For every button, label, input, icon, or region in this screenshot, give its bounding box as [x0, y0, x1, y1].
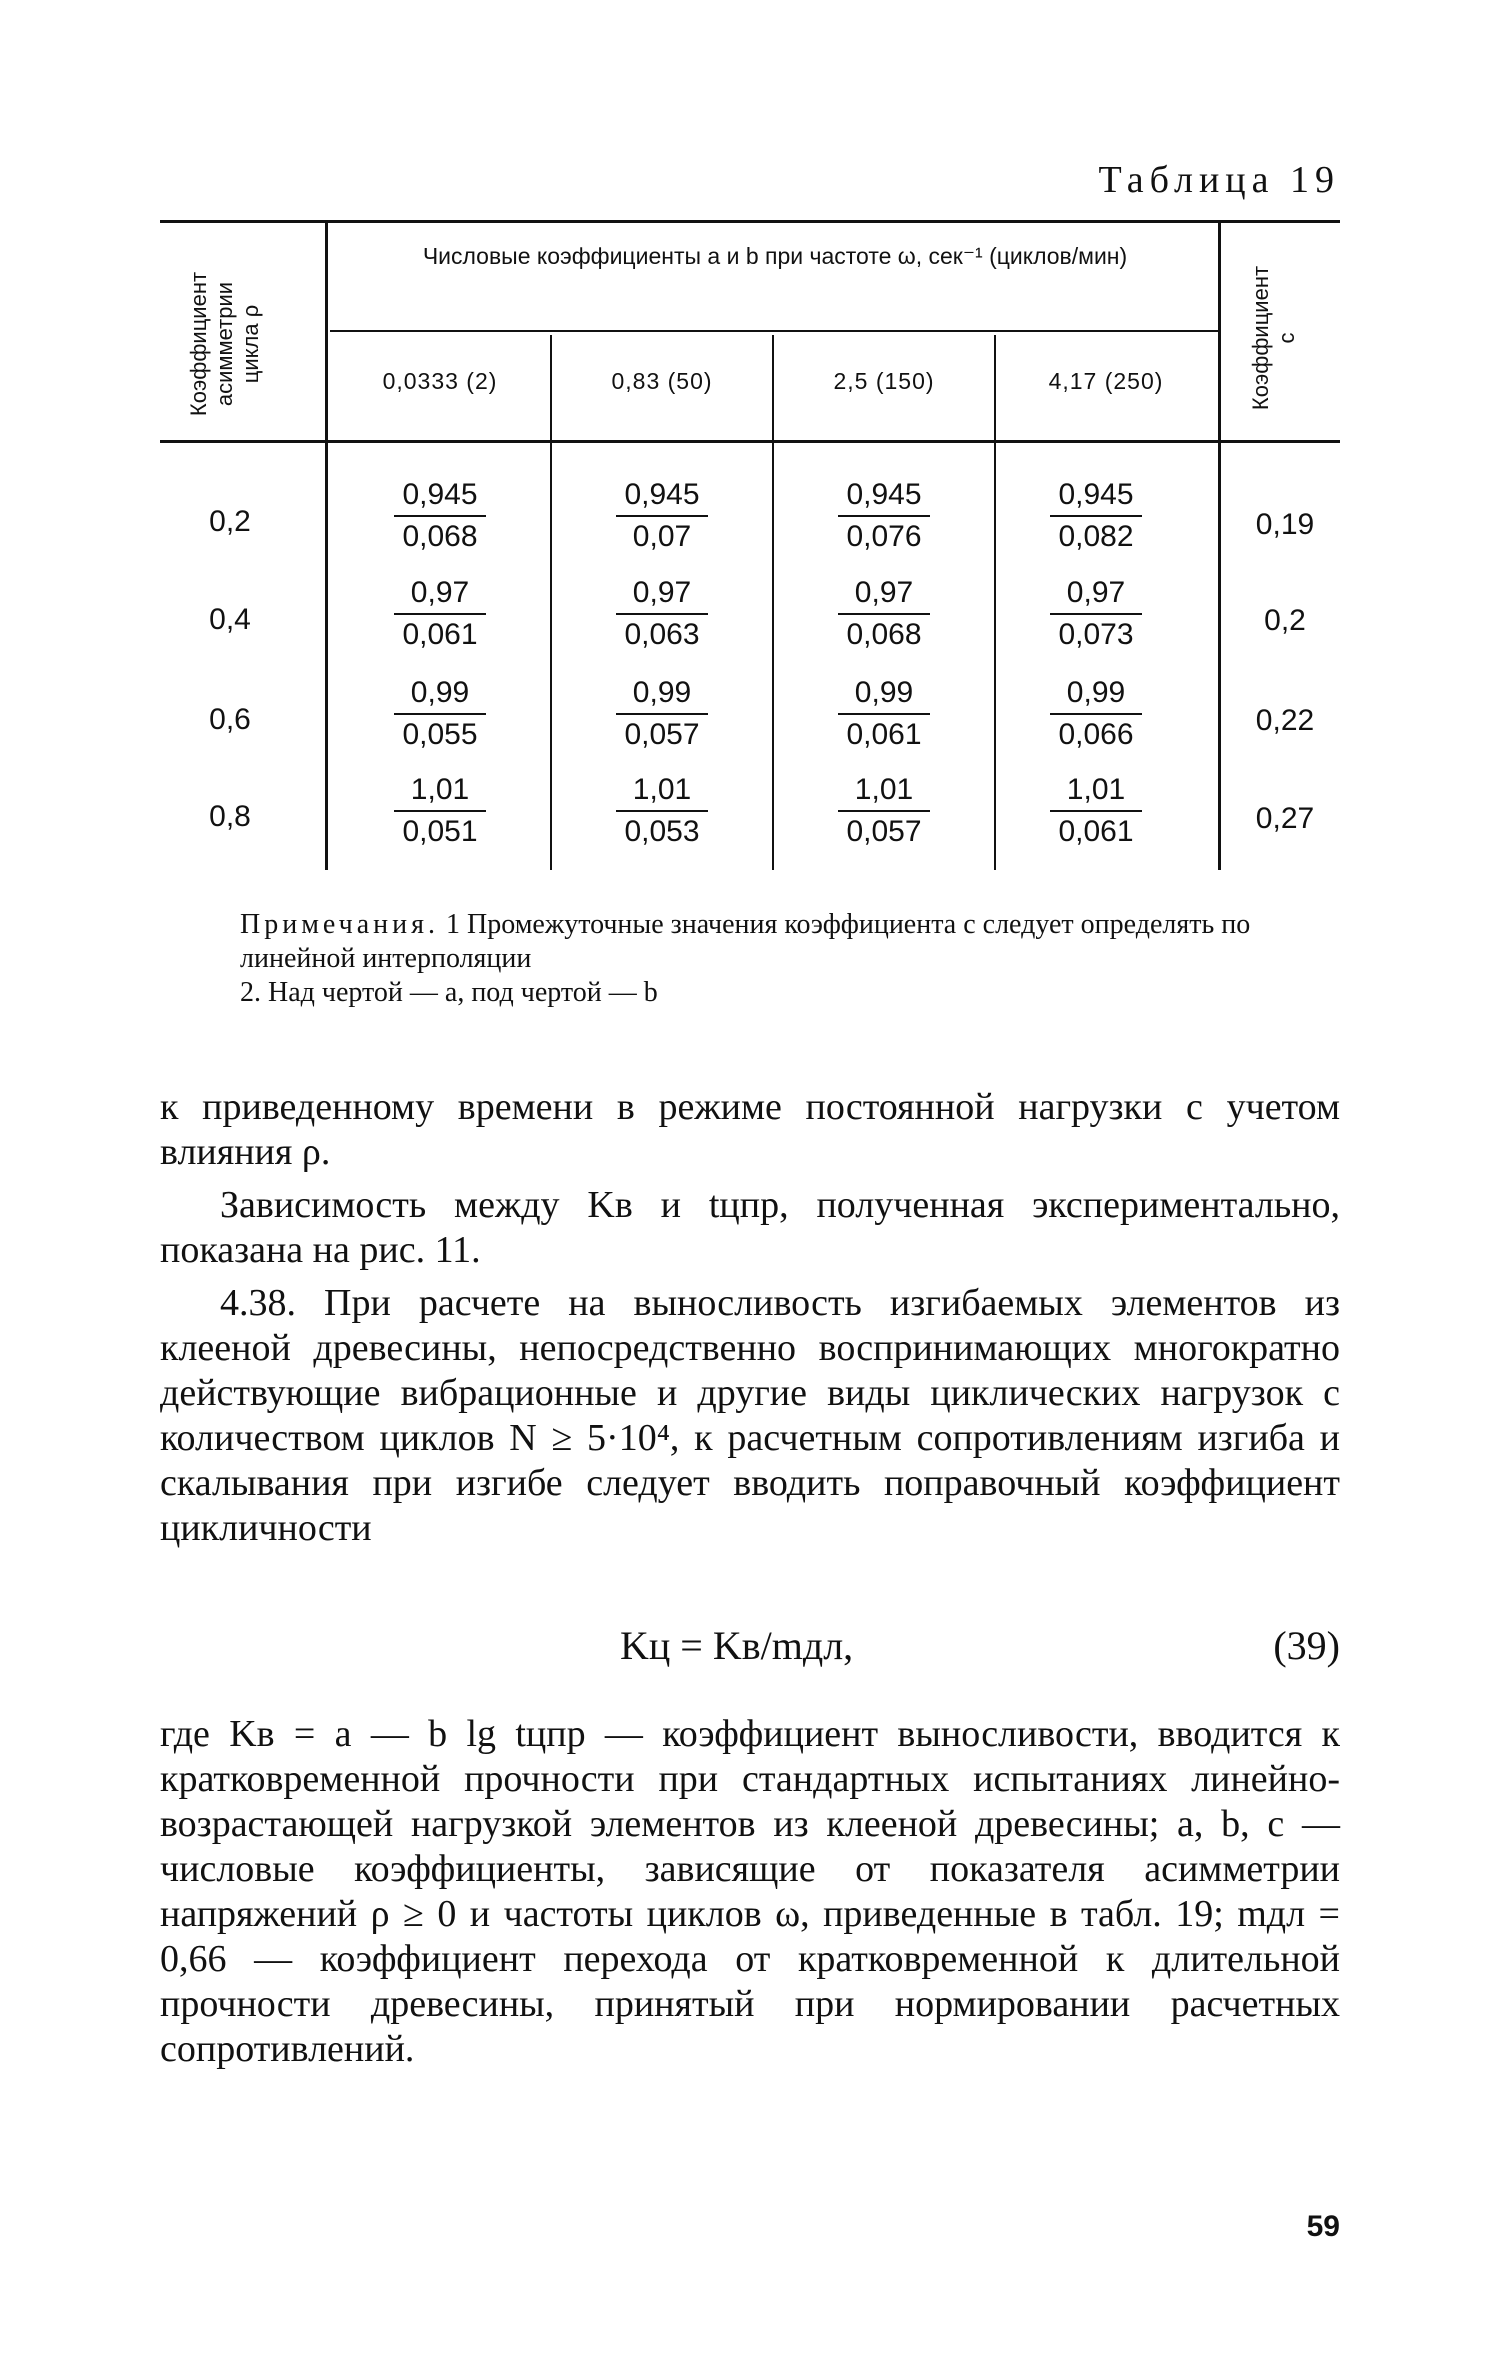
c-value-row-3: 0,22	[1255, 704, 1315, 737]
fraction-b: 0,082	[1058, 520, 1134, 553]
c-value-row-1: 0,19	[1255, 508, 1315, 541]
fraction-a: 0,99	[632, 676, 692, 709]
fraction-cell	[1036, 575, 1156, 653]
fraction-a: 0,99	[854, 676, 914, 709]
fraction-a: 0,99	[410, 676, 470, 709]
paragraph-2	[160, 1183, 1340, 1273]
fraction-a: 0,97	[410, 576, 470, 609]
fraction-cell	[602, 575, 722, 653]
fraction-b: 0,076	[846, 520, 922, 553]
fraction-a: 0,945	[624, 478, 700, 511]
freq-header-rule	[330, 330, 1220, 332]
page-number: 59	[1306, 2210, 1340, 2243]
freq-header-3: 2,5 (150)	[833, 368, 935, 394]
fraction-a: 0,945	[1058, 478, 1134, 511]
fraction-a: 0,97	[632, 576, 692, 609]
fraction-b: 0,073	[1058, 618, 1134, 651]
fraction-cell	[380, 575, 500, 653]
fraction-b: 0,051	[402, 815, 478, 848]
fraction-a: 1,01	[854, 773, 914, 806]
paragraph-2-text: Зависимость между Kв и tцпр, полученная экспериментально, показана на рис. 11.	[160, 1184, 1340, 1271]
fraction-cell	[1036, 477, 1156, 555]
paragraph-4	[160, 1712, 1340, 2072]
fraction-b: 0,057	[624, 718, 700, 751]
fraction-cell	[824, 675, 944, 753]
fraction-cell	[602, 477, 722, 555]
fraction-a: 1,01	[632, 773, 692, 806]
formula-expression: Kц = Kв/mдл,	[620, 1623, 854, 1668]
col-divider-freq-2	[772, 335, 774, 870]
table-top-rule	[160, 220, 1340, 223]
table-notes	[240, 908, 1340, 1010]
col-divider-freq-1	[550, 335, 552, 870]
fraction-b: 0,061	[1058, 815, 1134, 848]
fraction-cell	[824, 772, 944, 850]
coefficients-span-header: Числовые коэффициенты a и b при частоте ω, сек⁻¹ (циклов/мин)	[422, 243, 1128, 269]
rho-header-line-1: Коэффициент	[186, 271, 211, 417]
fraction-a: 1,01	[1066, 773, 1126, 806]
fraction-a: 0,97	[1066, 576, 1126, 609]
fraction-cell	[824, 477, 944, 555]
freq-header-2: 0,83 (50)	[611, 368, 713, 394]
fraction-cell	[1036, 772, 1156, 850]
formula-number: (39)	[1273, 1623, 1340, 1668]
notes-title: Примечания.	[240, 909, 440, 940]
fraction-b: 0,07	[632, 520, 692, 553]
rho-value-row-4: 0,8	[209, 800, 251, 833]
fraction-b: 0,053	[624, 815, 700, 848]
c-value-row-2: 0,2	[1264, 604, 1306, 637]
note-1	[240, 908, 1340, 976]
paragraph-3	[160, 1281, 1340, 1551]
freq-header-4: 4,17 (250)	[1048, 368, 1164, 394]
fraction-b: 0,068	[846, 618, 922, 651]
rho-header-line-3: цикла ρ	[238, 304, 263, 384]
fraction-a: 0,97	[854, 576, 914, 609]
rho-value-row-1: 0,2	[209, 505, 251, 538]
fraction-cell	[602, 675, 722, 753]
c-value-row-4: 0,27	[1255, 802, 1315, 835]
fraction-b: 0,068	[402, 520, 478, 553]
fraction-cell	[380, 477, 500, 555]
fraction-b: 0,057	[846, 815, 922, 848]
rho-header-line-2: асимметрии	[212, 281, 237, 407]
paragraph-1-text: к приведенному времени в режиме постоянной нагрузки с учетом влияния ρ.	[160, 1086, 1340, 1173]
c-header-line-2: c	[1274, 332, 1299, 344]
col-divider-freq-3	[994, 335, 996, 870]
fraction-cell	[824, 575, 944, 653]
fraction-cell	[380, 675, 500, 753]
fraction-b: 0,055	[402, 718, 478, 751]
fraction-a: 0,99	[1066, 676, 1126, 709]
c-header-line-1: Коэффициент	[1248, 265, 1273, 411]
table-caption: Таблица 19	[1098, 159, 1340, 201]
fraction-a: 1,01	[410, 773, 470, 806]
paragraph-3-text: 4.38. При расчете на выносливость изгибаемых элементов из клееной древесины, непосредственно воспринимающих многократно действующие вибрационные и другие виды циклических нагрузок с количеством циклов N ≥ 5·10⁴, к расчетным сопротивлениям изгиба и скалывания при изгибе следует вводить поправочный коэффициент цикличности	[160, 1282, 1340, 1549]
rho-value-row-3: 0,6	[209, 703, 251, 736]
header-bottom-rule	[160, 440, 1340, 443]
fraction-b: 0,061	[846, 718, 922, 751]
fraction-a: 0,945	[402, 478, 478, 511]
note-1-text: 1 Промежуточные значения коэффициента c следует определять по линейной интерполяции	[240, 909, 1251, 974]
fraction-a: 0,945	[846, 478, 922, 511]
fraction-cell	[602, 772, 722, 850]
fraction-b: 0,066	[1058, 718, 1134, 751]
col-divider-c	[1218, 220, 1221, 870]
fraction-cell	[1036, 675, 1156, 753]
fraction-b: 0,063	[624, 618, 700, 651]
fraction-cell	[380, 772, 500, 850]
formula-39	[160, 1622, 1340, 1672]
note-2: 2. Над чертой — a, под чертой — b	[240, 977, 658, 1008]
rho-column-header	[186, 234, 270, 454]
freq-header-1: 0,0333 (2)	[382, 368, 498, 394]
paragraph-4-text: где Kв = a — b lg tцпр — коэффициент выносливости, вводится к кратковременной прочности при стандартных испытаниях линейно-возрастающей нагрузкой элементов из клееной древесины; a, b, c — числовые коэффициенты, зависящие от показателя асимметрии напряжений ρ ≥ 0 и частоты циклов ω, приведенные в табл. 19; mдл = 0,66 — коэффициент перехода от кратковременной к длительной прочности древесины, принятый при нормировании расчетных сопротивлений.	[160, 1713, 1340, 2070]
fraction-b: 0,061	[402, 618, 478, 651]
col-divider-rho	[325, 220, 328, 870]
rho-value-row-2: 0,4	[209, 603, 251, 636]
paragraph-1	[160, 1085, 1340, 1175]
c-column-header	[1248, 238, 1304, 438]
